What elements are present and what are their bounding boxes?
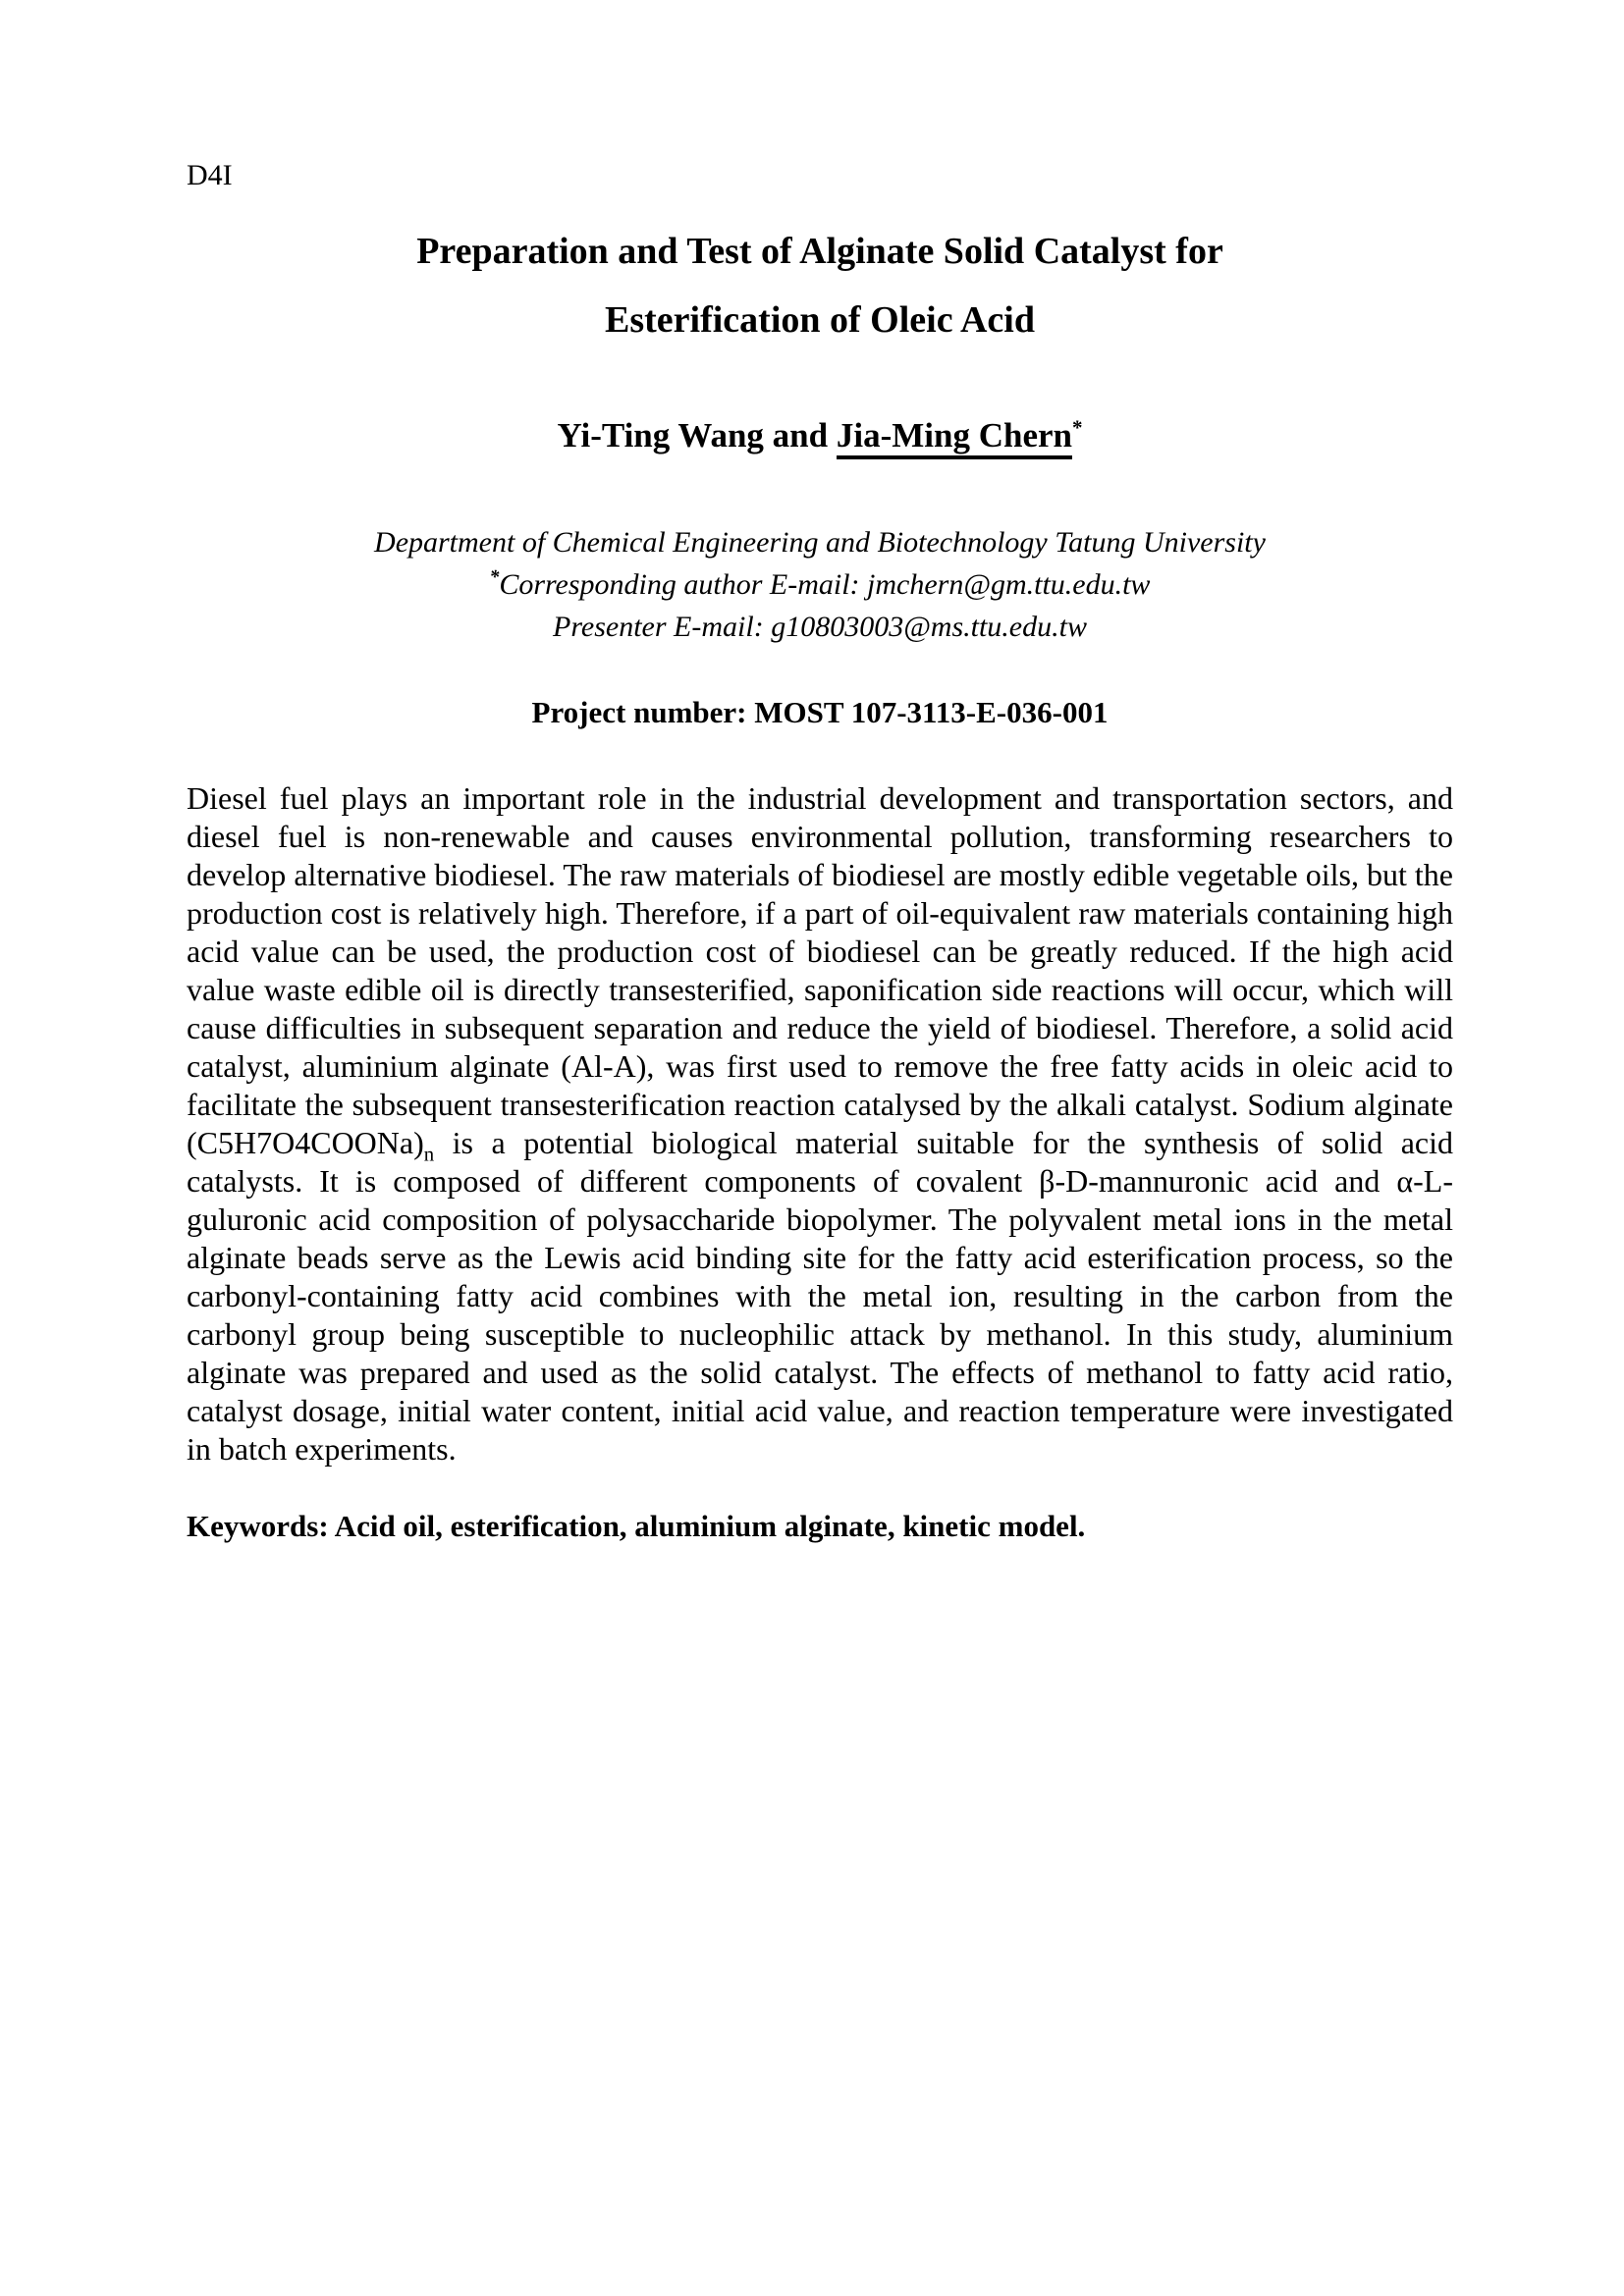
affiliation-block: [187, 521, 1453, 648]
author-first: Yi-Ting Wang and: [557, 416, 837, 454]
author-corresponding: Jia-Ming Chern: [837, 416, 1072, 459]
abstract-part-2: is a potential biological material suitable for the synthesis of solid acid catalysts. It is composed of different components of covalent β-D-mannuronic acid and α-L-guluronic acid composition of polysaccharide biopolymer. The polyvalent metal ions in the metal alginate beads serve as the Lewis acid binding site for the fatty acid esterification process, so the carbonyl-containing fatty acid combines with the metal ion, resulting in the carbon from the carbonyl group being susceptible to nucleophilic attack by methanol. In this study, aluminium alginate was prepared and used as the solid catalyst. The effects of methanol to fatty acid ratio, catalyst dosage, initial water content, initial acid value, and reaction temperature were investigated in batch experiments.: [187, 1125, 1453, 1467]
polymer-subscript-n: n: [423, 1143, 435, 1166]
session-code: D4I: [187, 159, 233, 191]
project-number: Project number: MOST 107-3113-E-036-001: [531, 695, 1109, 729]
presenter-email-line: Presenter E-mail: g10803003@ms.ttu.edu.tw: [553, 611, 1087, 643]
authors-line: [187, 413, 1453, 458]
paper-title-line-2: Esterification of Oleic Acid: [605, 299, 1035, 341]
abstract-paragraph: [187, 779, 1453, 1468]
paper-title: [187, 217, 1453, 354]
keywords-line: Keywords: Acid oil, esterification, aluminium alginate, kinetic model.: [187, 1509, 1086, 1543]
department-line: Department of Chemical Engineering and Biotechnology Tatung University: [374, 526, 1266, 559]
corresponding-email-line: [187, 563, 1453, 606]
corresponding-email-text: Corresponding author E-mail: jmchern@gm.ttu.edu.tw: [499, 568, 1151, 601]
page-content: [187, 160, 1453, 1545]
paper-title-line-1: Preparation and Test of Alginate Solid Catalyst for: [416, 231, 1223, 272]
abstract-part-1: Diesel fuel plays an important role in the industrial development and transportation sectors, and diesel fuel is non-renewable and causes environmental pollution, transforming researchers to develop alternative biodiesel. The raw materials of biodiesel are mostly edible vegetable oils, but the production cost is relatively high. Therefore, if a part of oil-equivalent raw materials containing high acid value can be used, the production cost of biodiesel can be greatly reduced. If the high acid value waste edible oil is directly transesterified, saponification side reactions will occur, which will cause difficulties in subsequent separation and reduce the yield of biodiesel. Therefore, a solid acid catalyst, aluminium alginate (Al-A), was first used to remove the free fatty acids in oleic acid to facilitate the subsequent transesterification reaction catalysed by the alkali catalyst. Sodium alginate (C5H7O4COONa): [187, 780, 1453, 1160]
corresponding-asterisk: *: [489, 567, 500, 588]
corresponding-author-asterisk: *: [1071, 415, 1083, 440]
